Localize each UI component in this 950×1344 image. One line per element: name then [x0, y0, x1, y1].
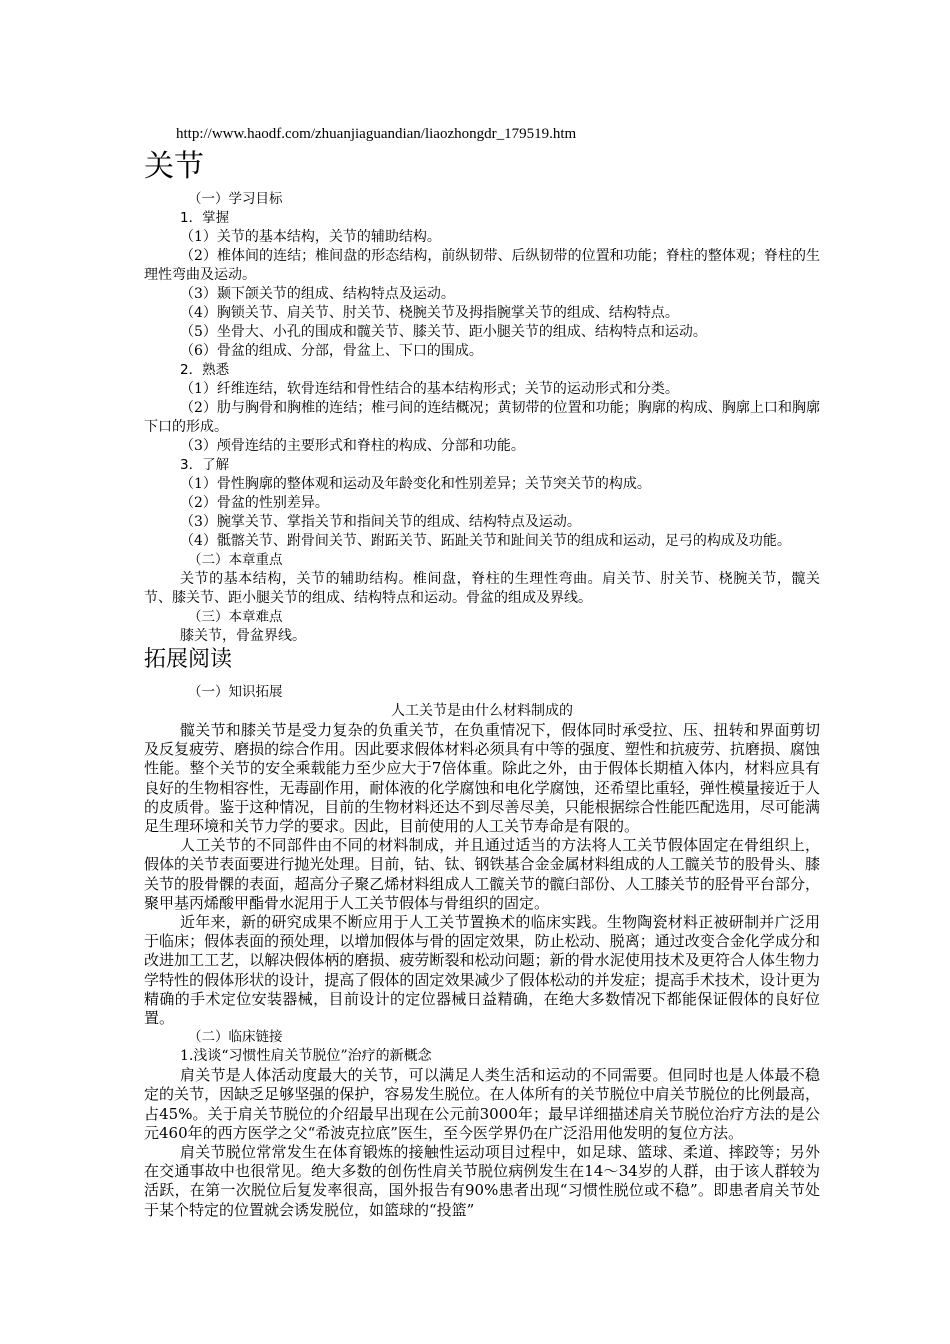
- clinical-item-title: 1.浅谈“习惯性肩关节脱位”治疗的新概念: [180, 1048, 432, 1065]
- clinical-heading: （二）临床链接: [188, 1029, 283, 1046]
- article-title: 人工关节是由什么材料制成的: [391, 703, 573, 719]
- goals-heading: （一）学习目标: [188, 191, 283, 207]
- list-item: （4）胸锁关节、肩关节、肘关节、桡腕关节及拇指腕掌关节的组成、结构特点。: [180, 305, 679, 321]
- list-item: （2）肋与胸骨和胸椎的连结；椎弓间的连结概况；黄韧带的位置和功能；胸廓的构成、胸廓上口和胸廓下口的形成。: [144, 400, 820, 435]
- list-item: （1）关节的基本结构，关节的辅助结构。: [180, 229, 441, 245]
- key-points-text: 关节的基本结构，关节的辅助结构。椎间盘，脊柱的生理性弯曲。肩关节、肘关节、桡腕关节，髋关节、膝关节、距小腿关节的组成、结构特点和运动。骨盆的组成及界线。: [144, 571, 820, 606]
- article-paragraph: 髋关节和膝关节是受力复杂的负重关节，在负重情况下，假体同时承受拉、压、扭转和界面剪切及反复疲劳、磨损的综合作用。因此要求假体材料必须具有中等的强度、塑性和抗疲劳、抗磨损、腐蚀性能。整个关节的安全乘载能力至少应大于7倍体重。除此之外，由于假体长期植入体内，材料应具有良好的生物相容性，无毒副作用，耐体液的化学腐蚀和电化学腐蚀，还希望比重轻，弹性模量接近于人的皮质骨。鉴于这种情况，目前的生物材料还达不到尽善尽美，只能根据综合性能匹配选用，尽可能满足生理环境和关节力学的要求。因此，目前使用的人工关节寿命是有限的。: [144, 721, 820, 836]
- list-item: （2）骨盆的性别差异。: [180, 495, 329, 511]
- chapter-title: 关节: [144, 149, 204, 184]
- list-item: （1）纤维连结，软骨连结和骨性结合的基本结构形式；关节的运动形式和分类。: [180, 381, 679, 397]
- article-paragraph: 近年来，新的研究成果不断应用于人工关节置换术的临床实践。生物陶瓷材料正被研制并广泛用于临床；假体表面的预处理，以增加假体与骨的固定效果，防止松动、脱离；通过改变合金化学成分和改进加工工艺，以解决假体柄的磨损、疲劳断裂和松动问题；新的骨水泥使用技术及更符合人体生物力学特性的假体形状的设计，提高了假体的固定效果减少了假体松动的并发症；提高手术技术，设计更为精确的手术定位安装器械，目前设计的定位器械日益精确，在绝大多数情况下都能保证假体的良好位置。: [144, 913, 820, 1028]
- article-paragraph: 人工关节的不同部件由不同的材料制成，并且通过适当的方法将人工关节假体固定在骨组织上，假体的关节表面要进行抛光处理。目前，钴、钛、钢铁基合金金属材料组成的人工髋关节的股骨头、膝关节的股骨髁的表面，超高分子聚乙烯材料组成人工髋关节的髋臼部份、人工膝关节的胫骨平台部分，聚甲基丙烯酸甲酯骨水泥用于人工关节假体与骨组织的固定。: [144, 836, 820, 912]
- reading-title: 拓展阅读: [144, 647, 233, 672]
- source-url: http://www.haodf.com/zhuanjiaguandian/liaozhongdr_179519.htm: [176, 126, 577, 142]
- list-item: （4）骶髂关节、跗骨间关节、跗跖关节、跖趾关节和趾间关节的组成和运动，足弓的构成及功能。: [180, 533, 791, 549]
- clinical-paragraph: 肩关节脱位常常发生在体育锻炼的接触性运动项目过程中，如足球、篮球、柔道、摔跤等；另外在交通事故中也很常见。绝大多数的创伤性肩关节脱位病例发生在14～34岁的人群，由于该人群较为活跃，在第一次脱位后复发率很高，国外报告有90%患者出现“习惯性脱位或不稳”。即患者肩关节处于某个特定的位置就会诱发脱位，如篮球的“投篮”: [144, 1143, 820, 1219]
- key-points-heading: （二）本章重点: [188, 552, 283, 568]
- list-item: （6）骨盆的组成、分部，骨盆上、下口的围成。: [180, 343, 483, 359]
- difficulties-heading: （三）本章难点: [188, 609, 283, 625]
- knowledge-heading: （一）知识拓展: [188, 684, 283, 700]
- list-item: （5）坐骨大、小孔的围成和髋关节、膝关节、距小腿关节的组成、结构特点和运动。: [180, 324, 707, 340]
- understand-label: 3．了解: [180, 457, 230, 473]
- reading-section: [144, 683, 820, 1220]
- list-item: （3）颅骨连结的主要形式和脊柱的构成、分部和功能。: [180, 438, 525, 454]
- list-item: （2）椎体间的连结；椎间盘的形态结构，前纵韧带、后纵韧带的位置和功能；脊柱的整体观；脊柱的生理性弯曲及运动。: [144, 248, 820, 283]
- clinical-paragraph: 肩关节是人体活动度最大的关节，可以满足人类生活和运动的不同需要。但同时也是人体最不稳定的关节，因缺乏足够坚强的保护，容易发生脱位。在人体所有的关节脱位中肩关节脱位的比例最高，占45%。关于肩关节脱位的介绍最早出现在公元前3000年；最早详细描述肩关节脱位治疗方法的是公元460年的西方医学之父“希波克拉底”医生，至今医学界仍在广泛沿用他发明的复位方法。: [144, 1066, 820, 1142]
- difficulties-text: 膝关节，骨盆界线。: [180, 628, 306, 644]
- familiar-label: 2．熟悉: [180, 362, 230, 378]
- list-item: （3）颞下颌关节的组成、结构特点及运动。: [180, 286, 455, 302]
- list-item: （3）腕掌关节、掌指关节和指间关节的组成、结构特点及运动。: [180, 514, 581, 530]
- master-label: 1．掌握: [180, 210, 230, 226]
- list-item: （1）骨性胸廓的整体观和运动及年龄变化和性别差异；关节突关节的构成。: [180, 476, 651, 492]
- goals-section: [144, 190, 820, 646]
